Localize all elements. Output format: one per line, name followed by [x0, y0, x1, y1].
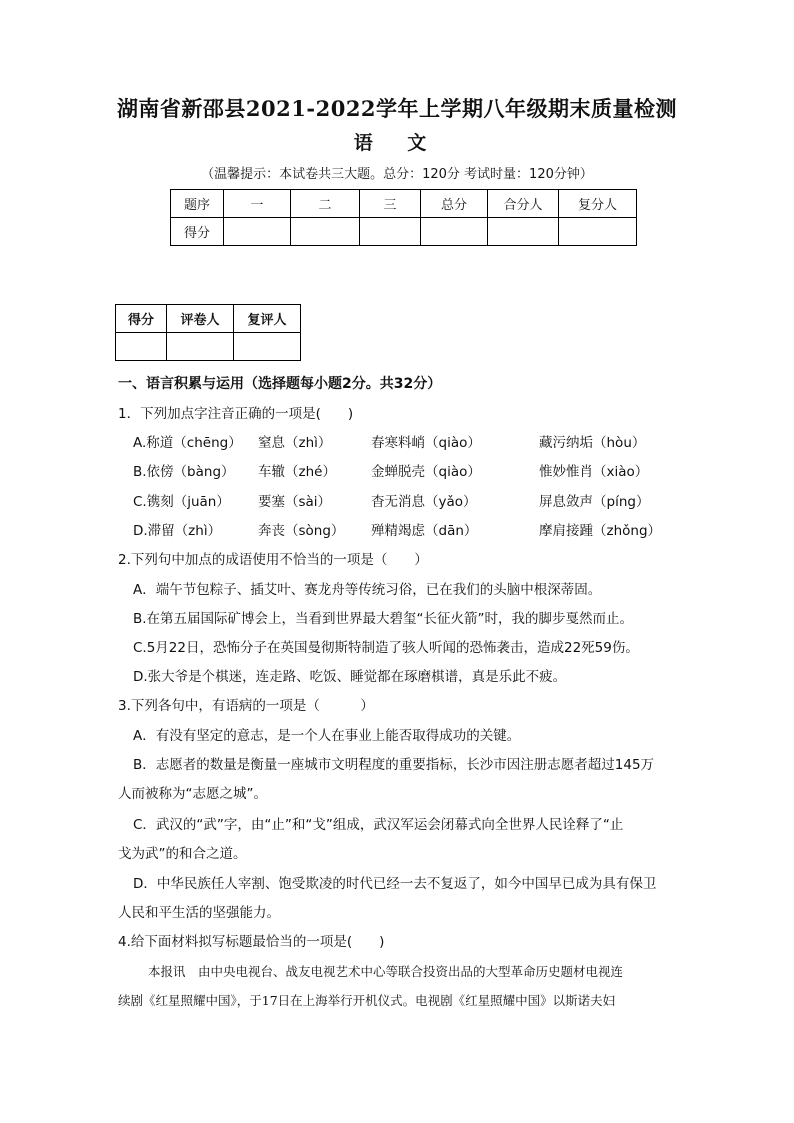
q3-option-d-cont: 人民和平生活的坚强能力。: [118, 905, 280, 921]
score-cell[interactable]: [421, 218, 488, 246]
grader-blank-row: [116, 333, 301, 361]
score-cell[interactable]: [224, 218, 291, 246]
grader-header-cell: 复评人: [234, 305, 301, 333]
q1-d-item: 奔丧（sòng）: [258, 523, 345, 539]
q1-c-item: 杳无消息（yǎo）: [371, 494, 477, 510]
q2-option-a[interactable]: A．端午节包粽子、插艾叶、赛龙舟等传统习俗，已在我们的头脑中根深蒂固。: [133, 582, 602, 598]
q1-a-item: 春寒料峭（qiào）: [371, 435, 481, 451]
score-row-label: 得分: [171, 218, 224, 246]
exam-title: 湖南省新邵县2021-2022学年上学期八年级期末质量检测: [116, 96, 678, 121]
grader-table: [115, 304, 301, 361]
score-header-cell: 二: [291, 190, 360, 218]
score-cell[interactable]: [360, 218, 421, 246]
q2-option-c[interactable]: C.5月22日，恐怖分子在英国曼彻斯特制造了骇人听闻的恐怖袭击，造成22死59伤。: [133, 640, 639, 656]
q1-b-item: 金蝉脱壳（qiào）: [371, 464, 481, 480]
grader-header-cell: 得分: [116, 305, 167, 333]
score-header-cell: 总分: [421, 190, 488, 218]
q1-c-item: C.镌刻（juān）: [133, 494, 230, 510]
q4-article-line: 本报讯 由中央电视台、战友电视艺术中心等联合投资出品的大型革命历史题材电视连: [148, 964, 624, 979]
q1-a-item: 窒息（zhì）: [258, 435, 332, 451]
grader-cell[interactable]: [234, 333, 301, 361]
question-2-stem: 2.下列句中加点的成语使用不恰当的一项是（ ）: [118, 552, 428, 568]
q1-d-item: 摩肩接踵（zhǒng）: [539, 523, 662, 539]
grader-cell[interactable]: [167, 333, 234, 361]
q3-option-b-cont: 人而被称为“志愿之城”。: [118, 786, 267, 802]
score-header-cell: 题序: [171, 190, 224, 218]
q1-c-item: 屏息敛声（píng）: [539, 494, 650, 510]
score-cell[interactable]: [291, 218, 360, 246]
question-4-stem: 4.给下面材料拟写标题最恰当的一项是( ): [118, 934, 385, 950]
q2-option-b[interactable]: B.在第五届国际矿博会上，当看到世界最大碧玺“长征火箭”时，我的脚步戛然而止。: [133, 611, 634, 627]
q1-b-item: 惟妙惟肖（xiào）: [539, 464, 649, 480]
exam-subject: 语 文: [353, 132, 441, 154]
q1-b-item: 车辙（zhé）: [258, 464, 336, 480]
q2-option-d[interactable]: D.张大爷是个棋迷，连走路、吃饭、睡觉都在琢磨棋谱，真是乐此不疲。: [133, 669, 567, 685]
q3-option-a[interactable]: A．有没有坚定的意志，是一个人在事业上能否取得成功的关键。: [133, 728, 521, 744]
q3-option-c-cont: 戈为武”的和合之道。: [118, 846, 247, 862]
score-header-cell: 一: [224, 190, 291, 218]
q1-b-item: B.依傍（bàng）: [133, 464, 235, 480]
question-1-stem: 1．下列加点字注音正确的一项是( ): [118, 406, 354, 422]
q3-option-c[interactable]: C．武汉的“武”字，由“止”和“戈”组成，武汉军运会闭幕式向全世界人民诠释了“止: [133, 817, 624, 833]
score-header-cell: 复分人: [559, 190, 637, 218]
q1-d-item: 殚精竭虑（dān）: [371, 523, 478, 539]
score-header-cell: 合分人: [488, 190, 559, 218]
score-table-header-row: [171, 190, 637, 218]
grader-cell[interactable]: [116, 333, 167, 361]
section-1-title: 一、语言积累与运用（选择题每小题2分。共32分）: [118, 376, 442, 392]
q1-d-item: D.滞留（zhì）: [133, 523, 222, 539]
score-cell[interactable]: [559, 218, 637, 246]
score-table-score-row: [171, 218, 637, 246]
q1-a-item: 藏污纳垢（hòu）: [539, 435, 646, 451]
score-table: [170, 189, 637, 246]
grader-header-cell: 评卷人: [167, 305, 234, 333]
score-header-cell: 三: [360, 190, 421, 218]
q1-a-item: A.称道（chēng）: [133, 435, 242, 451]
q3-option-b[interactable]: B．志愿者的数量是衡量一座城市文明程度的重要指标，长沙市因注册志愿者超过145万: [133, 757, 655, 773]
score-cell[interactable]: [488, 218, 559, 246]
question-3-stem: 3.下列各句中，有语病的一项是（ ）: [118, 698, 374, 714]
grader-header-row: [116, 305, 301, 333]
q1-c-item: 要塞（sài）: [258, 494, 332, 510]
q3-option-d[interactable]: D．中华民族任人宰割、饱受欺凌的时代已经一去不复返了，如今中国早已成为具有保卫: [133, 876, 657, 892]
exam-tip: （温馨提示：本试卷共三大题。总分：120分 考试时量：120分钟）: [201, 167, 593, 182]
q4-article-line: 续剧《红星照耀中国》，于17日在上海举行开机仪式。电视剧《红星照耀中国》以斯诺夫妇: [118, 993, 616, 1008]
